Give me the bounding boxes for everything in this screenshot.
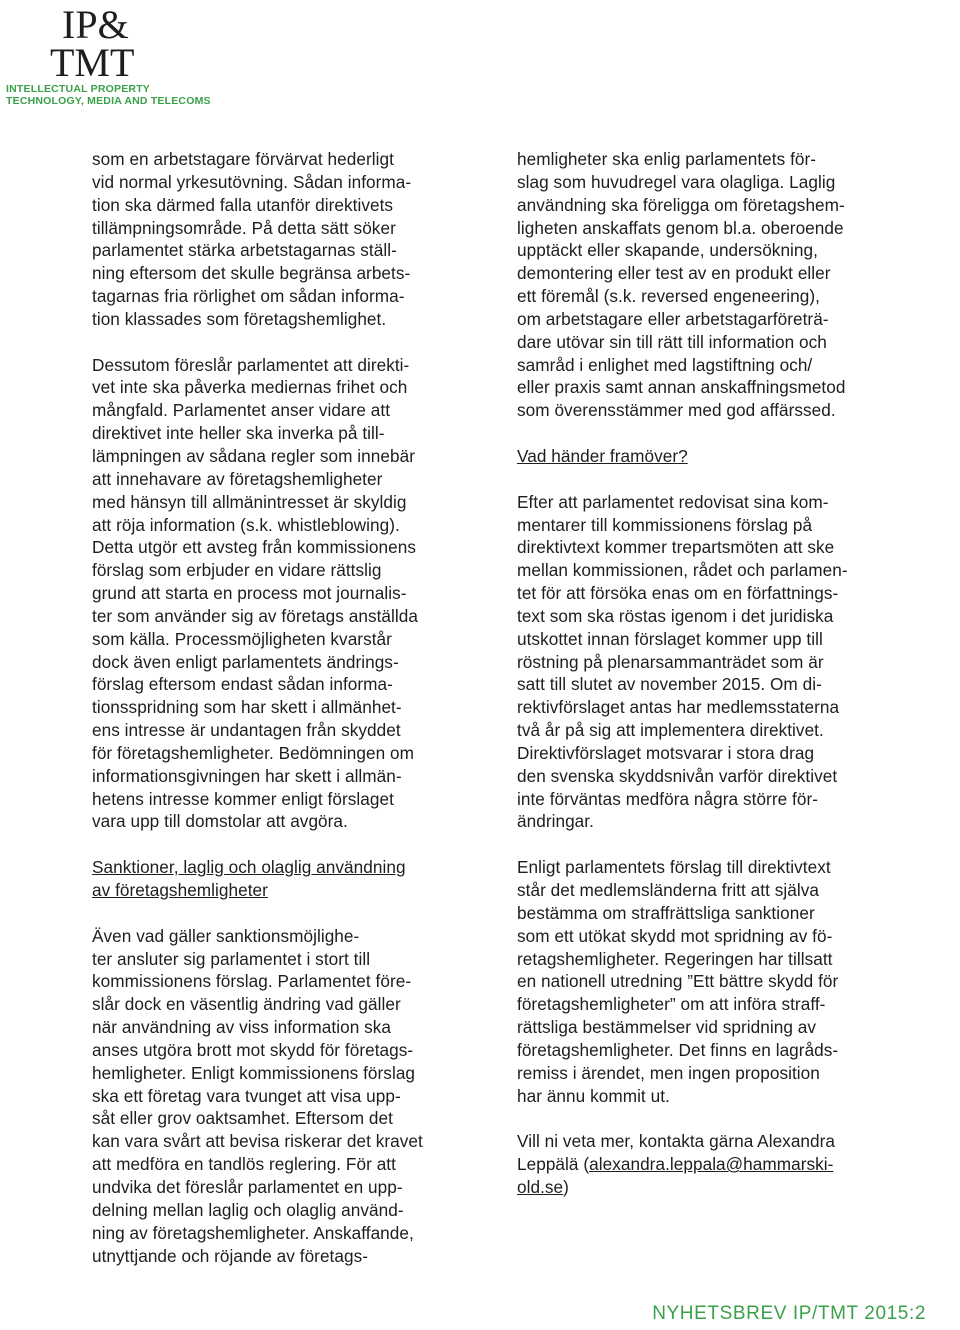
- logo-mark-line1: IP&: [62, 4, 129, 47]
- ip-tmt-logo: [6, 4, 211, 110]
- contact-prefix: Vill ni veta mer, kontakta gärna Alexandra Leppälä (: [517, 1131, 836, 1175]
- right-paragraph-3: Enligt parlamentets förslag till direktivtext står det medlemsländerna fritt att själva bestämma om straffrättsliga sanktioner som ett utökat skydd mot spridning av fö- retagshemligheter. Regeringen har tillsatt en nationell utredning ”Ett bättre skydd för företagshemligheter” om att införa straff- rättsliga bestämmelser vid spridning av företagshemligheter. Det finns en lagråds- remiss i ärendet, men ingen proposition har ännu kommit ut.: [517, 857, 839, 1106]
- contact-email-link[interactable]: alexandra.leppala@hammarski- old.se: [517, 1154, 834, 1197]
- right-paragraph-2: Efter att parlamentet redovisat sina kom- mentarer till kommissionens förslag på direktivtext kommer trepartsmöten att ske mellan kommissionen, rådet och parlamen- tet för att försöka enas om en författnings- text som ska röstas igenom i det juridiska utskottet innan förslaget kommer upp till röstning på plenarsammanträdet som är satt till slutet av november 2015. Om di- rektivförslaget antas har medlemsstaterna två år på sig att implementera direktivet. Direktivförslaget motsvarar i stora drag den svenska skyddsnivån varför direktivet inte förväntas medföra några större för- ändringar.: [517, 491, 848, 832]
- right-paragraph-1: hemligheter ska enlig parlamentets för- slag som huvudregel vara olagliga. Laglig användning ska föreligga om företagshem- ligheten anskaffats genom bl.a. oberoende upptäckt eller skapande, undersökning, demontering eller test av en produkt eller ett föremål (s.k. reversed engeneering), om arbetstagare eller arbetstagarföreträ- dare utövar sin till rätt till information och samråd i enlighet med lagstiftning och/ eller praxis samt annan anskaffningsmetod som överensstämmer med god affärssed.: [517, 149, 846, 421]
- logo-mark-line2: TMT: [50, 40, 135, 82]
- contact-paragraph: [517, 1130, 932, 1199]
- right-column: [517, 148, 932, 1199]
- left-paragraph-1: som en arbetstagare förvärvat hederligt vid normal yrkesutövning. Sådan informa- tion ska därmed falla utanför direktivets tillämpningsområde. På detta sätt söker parlamentet stärka arbetstagarnas ställ- ning eftersom det skulle begränsa arbets- tagarnas fria rörlighet om sådan informa- tion klassades som företagshemlighet.: [92, 149, 412, 329]
- left-paragraph-3: Även vad gäller sanktionsmöjlighe- ter ansluter sig parlamentet i stort till kommissionens förslag. Parlamentet före- slår dock en väsentlig ändring vad gäller när användning av viss information ska anses utgöra brott mot skydd för företags- hemligheter. Enligt kommissionens förslag ska ett företag vara tvunget att visa upp- såt eller grov oaktsamhet. Eftersom det kan vara svårt att bevisa riskerar det kravet att medföra en tandlös reglering. För att undvika det föreslår parlamentet en upp- delning mellan laglig och olaglig använd- ning av företagshemligheter. Anskaffande, utnyttjande och röjande av företags-: [92, 925, 423, 1266]
- section-heading-sanktioner: Sanktioner, laglig och olaglig användning av företagshemligheter: [92, 857, 406, 900]
- ip-tmt-logo-mark: [48, 4, 158, 82]
- contact-suffix: ): [563, 1176, 569, 1197]
- left-paragraph-2: Dessutom föreslår parlamentet att direkti- vet inte ska påverka mediernas frihet och mångfald. Parlamentet anser vidare att direktivet inte heller ska inverka på till- lämpningen av sådana regler som innebär att innehavare av företagshemligheter med hänsyn till allmänintresset är skyldig att röja information (s.k. whistleblowing). Detta utgör ett avsteg från kommissionens förslag som erbjuder en vidare rättslig grund att starta en process mot journalis- ter som använder sig av företags anställda som källa. Processmöjligheten kvarstår dock även enligt parlamentets ändrings- förslag eftersom endast sådan informa- tionsspridning som har skett i allmänhet- ens intresse är undantagen från skyddet för företagshemligheter. Bedömningen om informationsgivningen har skett i allmän- hetens intresse kommer enligt förslaget vara upp till domstolar att avgöra.: [92, 354, 418, 832]
- left-column: [92, 148, 502, 1290]
- section-heading-framover: Vad händer framöver?: [517, 445, 688, 466]
- logo-tagline-line2: TECHNOLOGY, MEDIA AND TELECOMS: [6, 94, 211, 107]
- logo-tagline: [6, 83, 211, 107]
- logo-tagline-line1: INTELLECTUAL PROPERTY: [6, 83, 151, 95]
- newsletter-footer-label: NYHETSBREV IP/TMT 2015:2: [652, 1303, 926, 1324]
